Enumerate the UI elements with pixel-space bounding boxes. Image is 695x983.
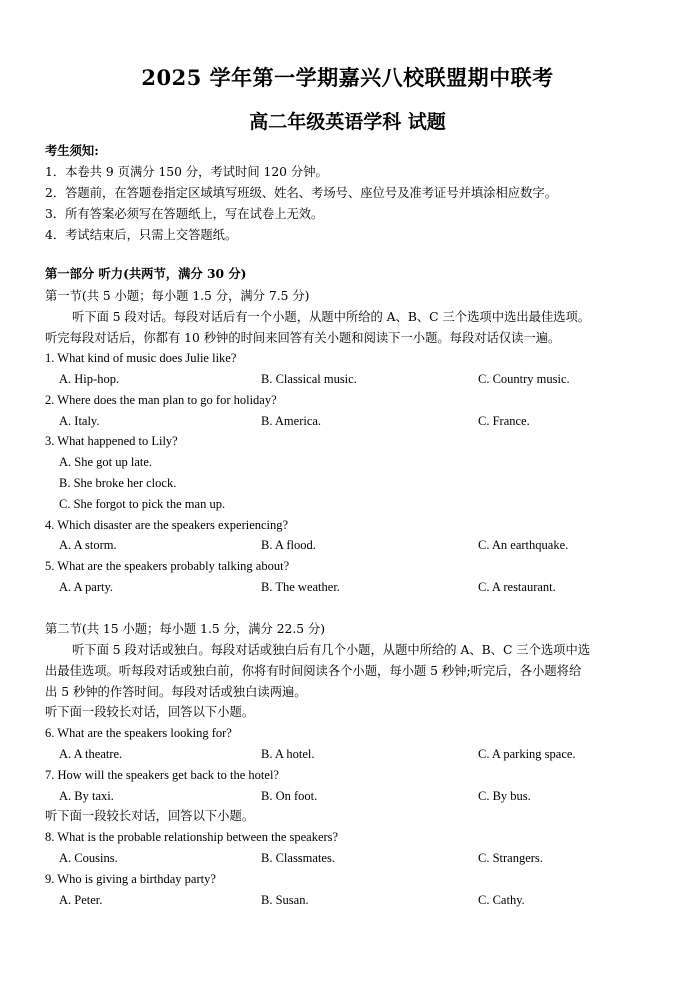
q2-option-a: A. Italy. <box>59 414 100 428</box>
q9-option-b: B. Susan. <box>261 893 309 907</box>
question-9: 9. Who is giving a birthday party? <box>45 872 216 886</box>
exam-subtitle: 高二年级英语学科 试题 <box>249 111 446 133</box>
q4-option-c: C. An earthquake. <box>478 538 569 552</box>
notice-item: 1．本卷共 9 页满分 150 分，考试时间 120 分钟。 <box>45 165 328 179</box>
q6-option-c: C. A parking space. <box>478 747 576 761</box>
q5-option-c: C. A restaurant. <box>478 580 556 594</box>
q9-option-c: C. Cathy. <box>478 893 525 907</box>
q6-option-a: A. A theatre. <box>59 747 123 761</box>
exam-title: 2025 学年第一学期嘉兴八校联盟期中联考 <box>141 65 554 90</box>
passage-intro: 听下面一段较长对话，回答以下小题。 <box>45 809 255 823</box>
q1-option-b: B. Classical music. <box>261 372 357 386</box>
section2-instruction: 出 5 秒钟的作答时间。每段对话或独白读两遍。 <box>45 685 307 699</box>
passage-intro: 听下面一段较长对话，回答以下小题。 <box>45 705 255 719</box>
notice-item: 2．答题前，在答题卷指定区域填写班级、姓名、考场号、座位号及准考证号并填涂相应数字。 <box>45 186 557 200</box>
q3-option-c: C. She forgot to pick the man up. <box>59 497 226 511</box>
notice-item: 4．考试结束后，只需上交答题纸。 <box>45 228 238 242</box>
q1-option-c: C. Country music. <box>478 372 570 386</box>
q3-option-a: A. She got up late. <box>59 455 153 469</box>
notice-item: 3．所有答案必须写在答题纸上，写在试卷上无效。 <box>45 207 324 221</box>
part1-heading: 第一部分 听力(共两节，满分 30 分) <box>45 266 247 281</box>
question-7: 7. How will the speakers get back to the hotel? <box>45 768 279 782</box>
q7-option-c: C. By bus. <box>478 789 531 803</box>
section2-heading: 第二节(共 15 小题；每小题 1.5 分，满分 22.5 分) <box>45 622 326 636</box>
q4-option-a: A. A storm. <box>59 538 117 552</box>
question-6: 6. What are the speakers looking for? <box>45 726 232 740</box>
q7-option-a: A. By taxi. <box>59 789 114 803</box>
q5-option-a: A. A party. <box>59 580 114 594</box>
section1-instruction: 听完每段对话后，你都有 10 秒钟的时间来回答有关小题和阅读下一小题。每段对话仅读一遍。 <box>45 331 561 345</box>
q8-option-c: C. Strangers. <box>478 851 543 865</box>
q4-option-b: B. A flood. <box>261 538 316 552</box>
notice-heading: 考生须知: <box>45 143 99 158</box>
question-5: 5. What are the speakers probably talking about? <box>45 559 290 573</box>
question-2: 2. Where does the man plan to go for holiday? <box>45 393 277 407</box>
section2-instruction: 听下面 5 段对话或独白。每段对话或独白后有几个小题，从题中所给的 A、B、C 三个选项中选 <box>72 643 591 657</box>
question-4: 4. Which disaster are the speakers experiencing? <box>45 518 289 532</box>
section1-heading: 第一节(共 5 小题；每小题 1.5 分，满分 7.5 分) <box>45 289 310 303</box>
q6-option-b: B. A hotel. <box>261 747 315 761</box>
q3-option-b: B. She broke her clock. <box>59 476 177 490</box>
q2-option-c: C. France. <box>478 414 530 428</box>
q8-option-b: B. Classmates. <box>261 851 335 865</box>
question-3: 3. What happened to Lily? <box>45 434 178 448</box>
q2-option-b: B. America. <box>261 414 322 428</box>
section1-instruction: 听下面 5 段对话。每段对话后有一个小题，从题中所给的 A、B、C 三个选项中选出最佳选项。 <box>72 310 591 324</box>
q9-option-a: A. Peter. <box>59 893 103 907</box>
q8-option-a: A. Cousins. <box>59 851 118 865</box>
section2-instruction: 出最佳选项。听每段对话或独白前，你将有时间阅读各个小题，每小题 5 秒钟;听完后，各小题将给 <box>45 664 582 678</box>
question-8: 8. What is the probable relationship between the speakers? <box>45 830 339 844</box>
q1-option-a: A. Hip-hop. <box>59 372 120 386</box>
q5-option-b: B. The weather. <box>261 580 340 594</box>
question-1: 1. What kind of music does Julie like? <box>45 351 237 365</box>
q7-option-b: B. On foot. <box>261 789 318 803</box>
